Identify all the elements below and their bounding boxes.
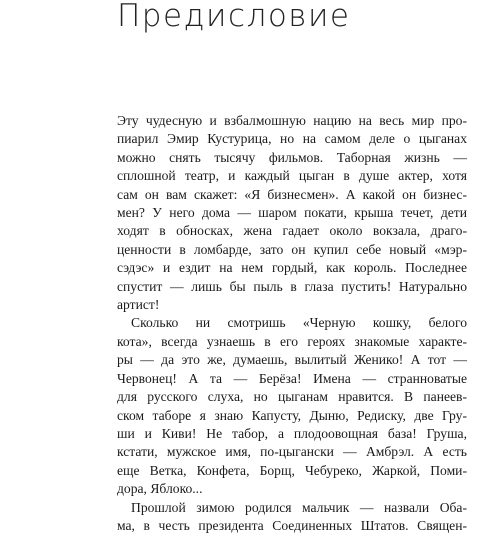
- text-line: мен? У него дома — шаром покати, крыша течет, дети: [117, 205, 467, 221]
- paragraph-3: [117, 499, 467, 535]
- text-line: Сколько ни смотришь «Черную кошку, белого: [131, 315, 467, 331]
- text-line: ры — да это же, думаешь, вылитый Женико! А тот —: [117, 352, 467, 368]
- text-line: сэдэс» и ездит на нем гордый, как король. Последнее: [117, 260, 467, 276]
- text-line: Эту чудесную и взбалмошную нацию на весь мир про-: [117, 113, 467, 128]
- text-line: Прошлой зимою родился мальчик — назвали Оба-: [131, 499, 467, 515]
- text-line: сплошной театр, и каждый цыган в душе актер, хотя: [117, 168, 467, 184]
- paragraph-1: [117, 112, 467, 314]
- text-line: ма, в честь президента Соединенных Штатов. Священ-: [117, 517, 467, 533]
- body-text: [117, 112, 467, 535]
- text-line: Червонец! А та — Берёза! Имена — странноватые: [117, 370, 467, 386]
- text-line: дора, Яблоко...: [117, 481, 203, 497]
- text-line: ши и Киви! Не табор, а плодоовощная база! Груша,: [117, 425, 467, 441]
- text-line: ходят в обносках, жена гадает около вокзала, драго-: [117, 223, 467, 239]
- text-line: кстати, мужское имя, по-цыгански — Амбрэл. А есть: [117, 444, 467, 460]
- text-line: еще Ветка, Конфета, Борщ, Чебуреко, Жаркой, Поми-: [117, 462, 467, 478]
- text-line: пиарил Эмир Кустурица, но на самом деле о цыганах: [117, 131, 467, 147]
- text-line: можно снять тысячу фильмов. Таборная жизнь —: [117, 149, 467, 165]
- paragraph-2: [117, 314, 467, 498]
- text-line: для русского слуха, но цыганам нравится. В панеев-: [117, 389, 467, 405]
- text-line: кота», всегда узнаешь в его героях знакомые характе-: [117, 333, 467, 349]
- text-line: спустит — лишь бы пыль в глаза пустить! Натурально: [117, 278, 467, 294]
- text-line: сам он вам скажет: «Я бизнесмен». А какой он бизнес-: [117, 186, 467, 202]
- text-line: артист!: [117, 297, 160, 313]
- text-line: ценности в ломбарде, зато он купил себе новый «мэр-: [117, 241, 467, 257]
- text-line: ском таборе я знаю Капусту, Дыню, Редиску, две Гру-: [117, 407, 467, 423]
- chapter-title: Предисловие: [117, 0, 351, 34]
